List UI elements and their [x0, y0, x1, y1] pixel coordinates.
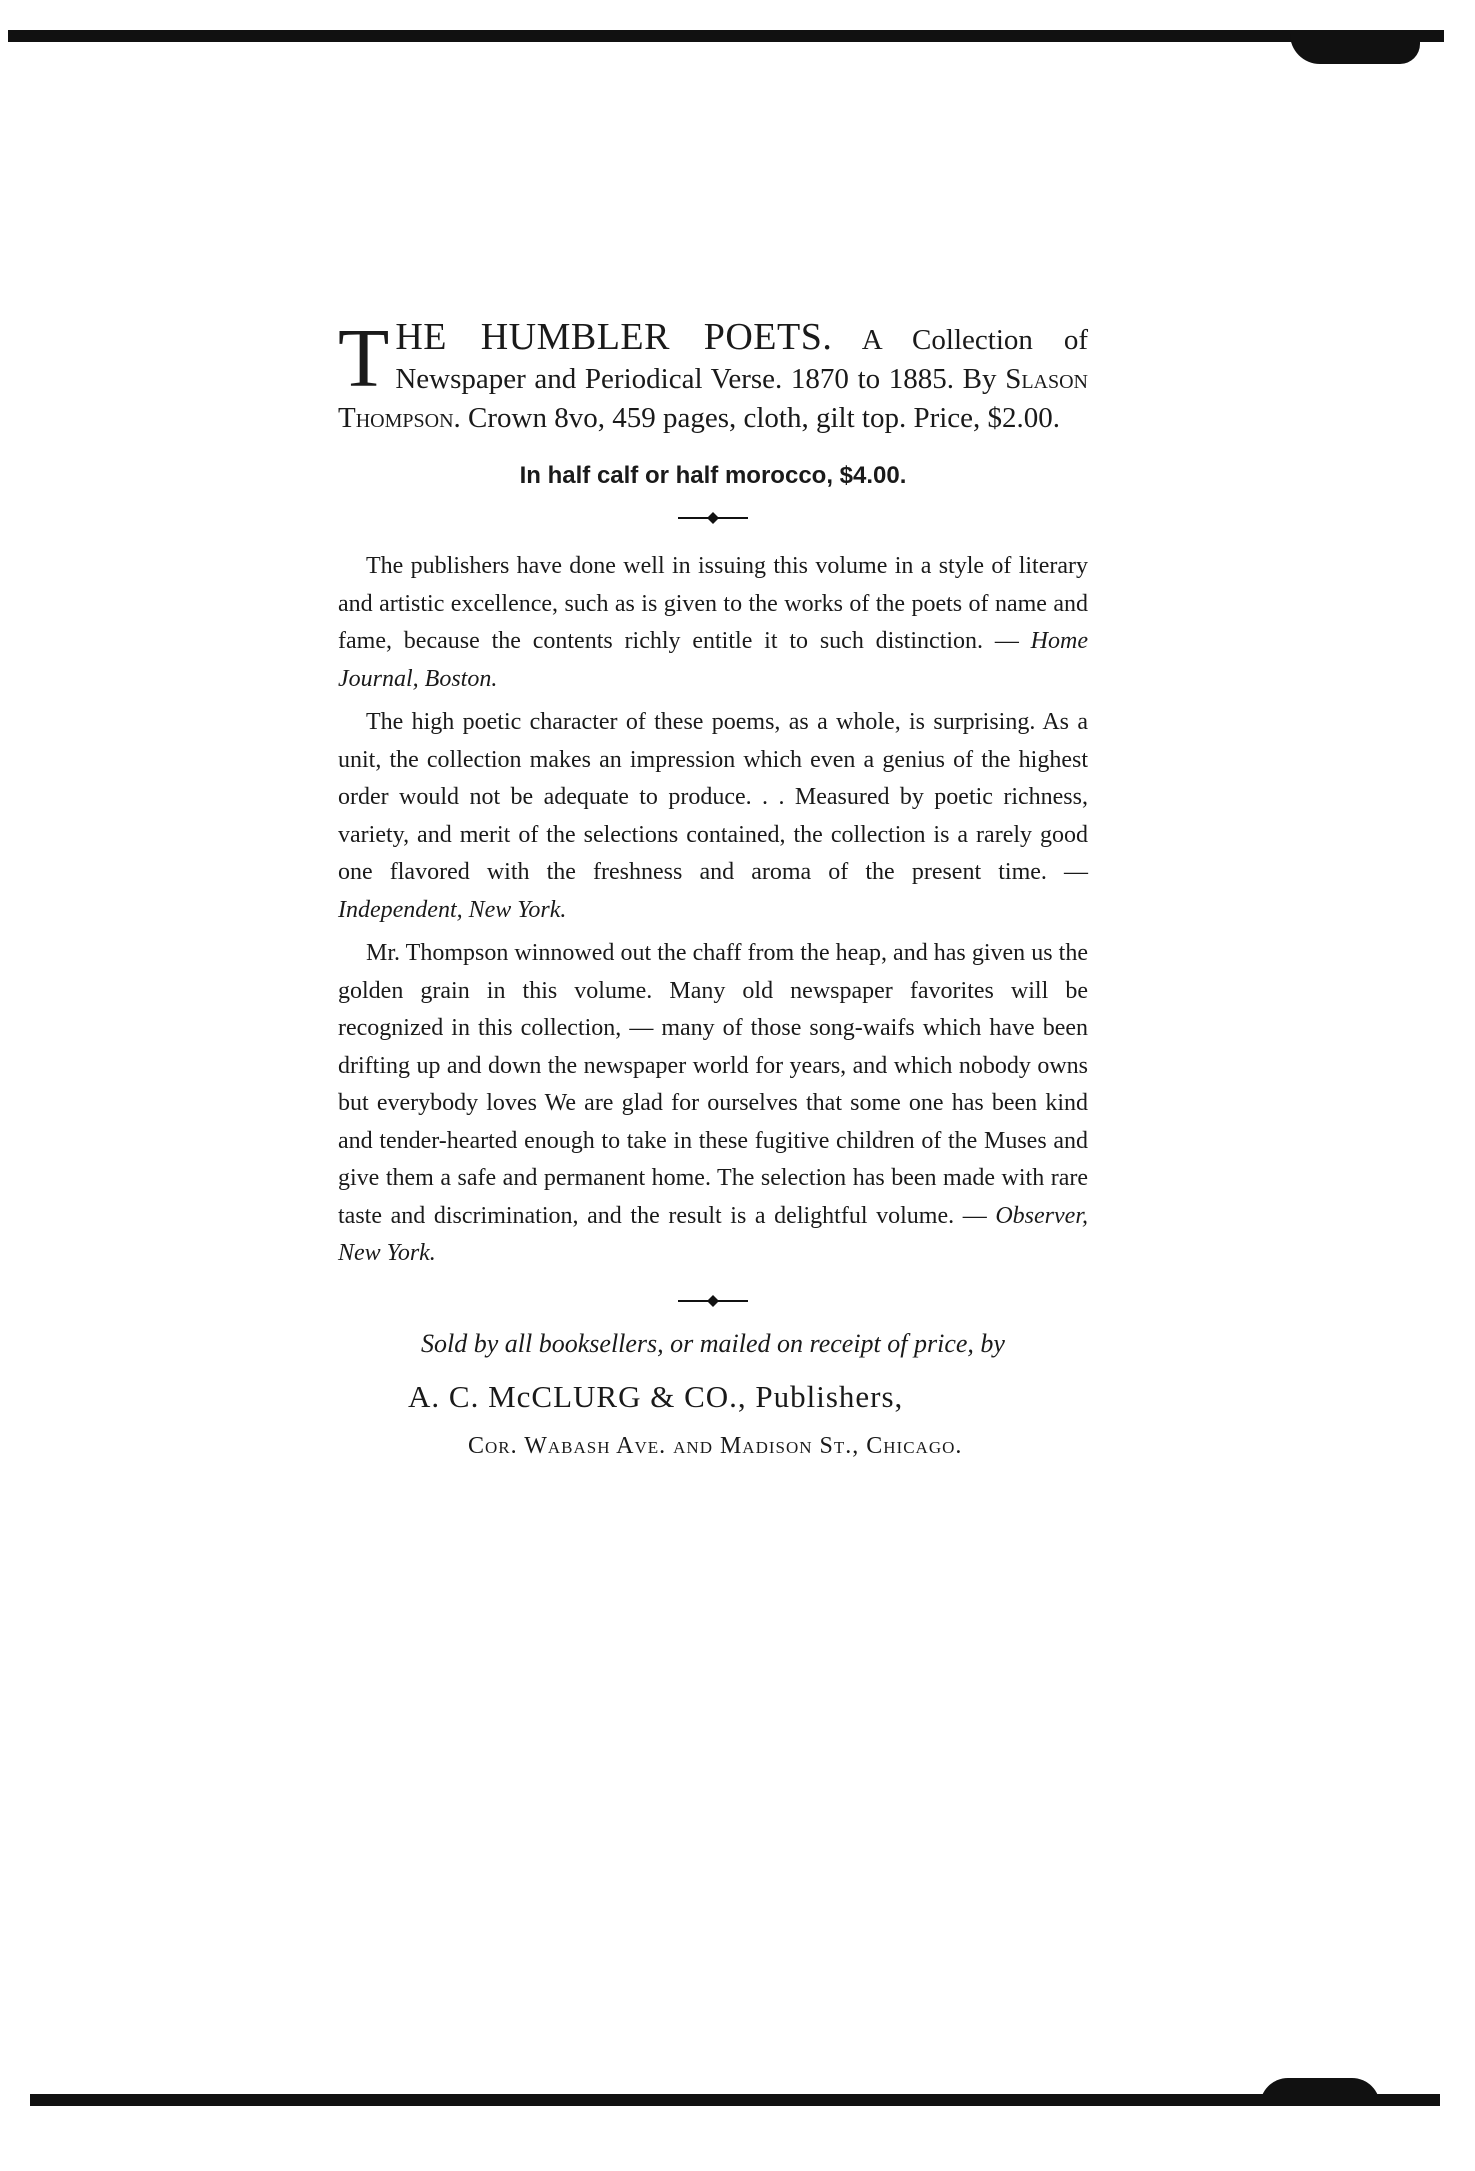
diamond-ornament-icon	[678, 1293, 748, 1309]
sale-notice: Sold by all booksellers, or mailed on receipt of price, by	[421, 1328, 1005, 1358]
bottom-border-rule	[30, 2094, 1440, 2106]
top-border-flourish	[1290, 34, 1420, 64]
publisher-name: A. C. McCLURG & CO., Publishers,	[408, 1378, 904, 1414]
drop-cap: T	[338, 312, 390, 405]
diamond-ornament-icon	[678, 510, 748, 526]
review-home-journal	[338, 548, 1088, 698]
review-text: Mr. Thompson winnowed out the chaff from the heap, and has given us the golden grain in this volume. Many old newspaper favorites will be recognized in this collection, — many of those song-waifs which have been drifting up and down the newspaper world for years, and which nobody owns but everybody loves We are glad for ourselves that some one has been kind and tender-hearted enough to take in these fugitive children of the Muses and give them a safe and permanent home. The selection has been made with rare taste and discrimination, and the result is a delightful volume. —	[338, 940, 1088, 1229]
press-reviews	[338, 548, 1088, 1273]
book-details: . Crown 8vo, 459 pages, cloth, gilt top. Price, $2.00.	[453, 402, 1061, 434]
review-source: Observer, New York.	[338, 1202, 1088, 1266]
review-source: Home Journal, Boston.	[338, 628, 1088, 692]
review-text: The publishers have done well in issuing this volume in a style of literary and artistic excellence, such as is given to the works of the poets of name and fame, because the contents richly entitle it to such distinction. —	[338, 553, 1088, 654]
book-subtitle: A Collection of Newspaper and Periodical Verse. 1870 to 1885. By	[395, 324, 1089, 395]
publisher-address: Cor. Wabash Ave. and Madison St., Chicago.	[468, 1432, 963, 1459]
advertisement-page	[338, 312, 1089, 1460]
review-text: The high poetic character of these poems, as a whole, is surprising. As a unit, the collection makes an impression which even a genius of the highest order would not be adequate to produce. . . Measured by poetic richness, variety, and merit of the selections contained, the collection is a rarely good one flavored with the freshness and aroma of the present time. —	[338, 709, 1088, 885]
book-author: Slason Thompson	[338, 363, 1088, 434]
alternate-binding-price: In half calf or half morocco, $4.00.	[519, 462, 907, 489]
book-title: HE HUMBLER POETS.	[395, 316, 833, 358]
review-source: Independent, New York.	[338, 896, 567, 923]
review-observer	[338, 935, 1088, 1273]
book-headline	[338, 312, 1089, 438]
review-independent	[338, 704, 1088, 929]
top-border-rule	[8, 30, 1444, 42]
